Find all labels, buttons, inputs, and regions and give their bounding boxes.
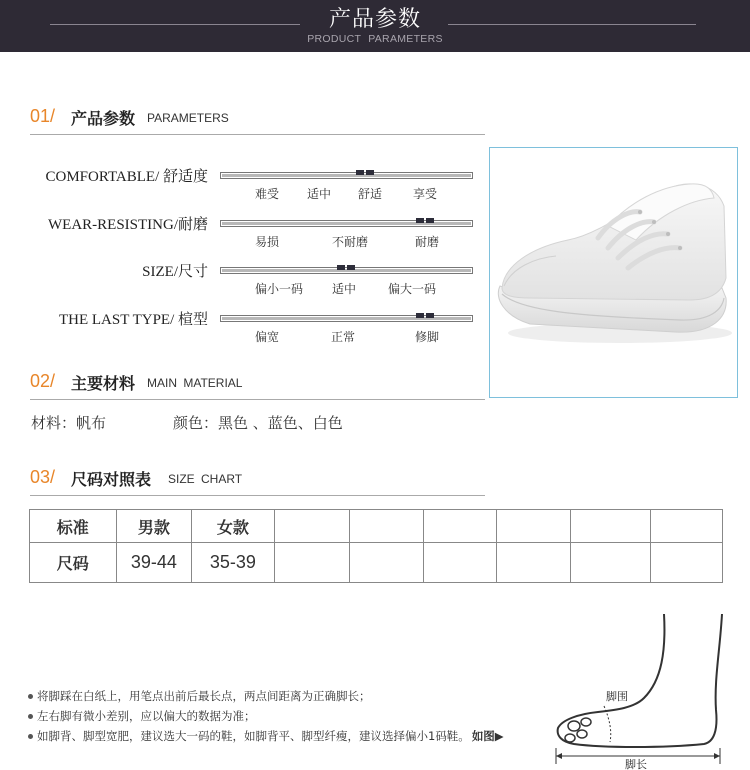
table-header-cell — [423, 510, 496, 543]
param-tick: 适中 — [306, 187, 332, 201]
param-row-comfort — [0, 165, 480, 205]
guide-note-text: 左右脚有微小差别，应以偏大的数据为准； — [37, 709, 256, 723]
section-title-cn: 尺码对照表 — [71, 470, 152, 489]
girth-label: 脚围 — [606, 690, 628, 703]
section-title-en: MAIN MATERIAL — [147, 376, 243, 390]
table-cell — [423, 543, 496, 583]
table-header-cell — [349, 510, 423, 543]
section-rule — [30, 134, 485, 135]
foot-measure-guide — [14, 586, 734, 770]
see-figure-label: 如图▶ — [471, 729, 504, 743]
material-colors: 颜色：黑色 、蓝色、白色 — [173, 414, 343, 432]
size-chart-table — [29, 509, 723, 583]
param-level-marker — [337, 265, 357, 270]
table-header-cell — [651, 510, 723, 543]
param-tick: 偏小一码 — [254, 282, 304, 296]
param-tick: 正常 — [330, 330, 356, 344]
section-title-cn: 主要材料 — [71, 374, 136, 393]
param-label: COMFORTABLE/ 舒适度 — [45, 169, 208, 185]
table-cell: 35-39 — [192, 543, 275, 583]
param-level-marker — [416, 313, 436, 318]
foot-diagram — [544, 610, 734, 770]
param-row-size — [0, 260, 480, 300]
param-row-last-type — [0, 308, 480, 348]
param-track — [220, 172, 473, 179]
param-tick: 修脚 — [414, 330, 440, 344]
table-row-label: 尺码 — [30, 543, 117, 583]
table-header-cell: 女款 — [192, 510, 275, 543]
table-cell — [274, 543, 349, 583]
table-header-cell — [571, 510, 651, 543]
param-tick: 偏宽 — [254, 330, 280, 344]
table-cell: 39-44 — [116, 543, 191, 583]
bullet-icon — [28, 714, 33, 719]
param-tick: 不耐磨 — [331, 235, 369, 249]
section-title-en: SIZE CHART — [168, 472, 243, 486]
guide-note — [28, 728, 504, 744]
guide-note-text: 如脚背、脚型宽肥，建议选大一码的鞋，如脚背平、脚型纤瘦，建议选择偏小1码鞋。 — [37, 729, 470, 743]
white-canvas-shoe-illustration — [490, 148, 737, 397]
table-header-cell: 男款 — [116, 510, 191, 543]
page-subtitle: PRODUCT PARAMETERS — [307, 33, 443, 45]
guide-note — [28, 688, 371, 704]
param-tick: 享受 — [412, 187, 438, 201]
table-header-row — [30, 510, 723, 543]
param-tick: 耐磨 — [414, 235, 440, 249]
length-label: 脚长 — [625, 758, 647, 770]
section-title-en: PARAMETERS — [147, 111, 229, 125]
table-header-cell: 标准 — [30, 510, 117, 543]
param-tick: 易损 — [254, 235, 280, 249]
material-fabric: 材料：帆布 — [31, 414, 107, 432]
param-label: SIZE/尺寸 — [142, 264, 208, 280]
param-level-marker — [416, 218, 436, 223]
guide-note — [28, 708, 256, 724]
table-cell — [571, 543, 651, 583]
param-level-marker — [356, 170, 376, 175]
section-number: 01/ — [30, 106, 56, 126]
page-title: 产品参数 — [328, 7, 421, 32]
param-tick: 舒适 — [357, 187, 383, 201]
param-row-wear — [0, 213, 480, 253]
section-rule — [30, 399, 485, 400]
section-title-cn: 产品参数 — [71, 109, 136, 128]
section-number: 03/ — [30, 467, 56, 487]
guide-note-text: 将脚踩在白纸上，用笔点出前后最长点，两点间距离为正确脚长； — [37, 689, 371, 703]
page-header — [0, 0, 750, 52]
table-row — [30, 543, 723, 583]
table-cell — [497, 543, 571, 583]
param-label: WEAR-RESISTING/耐磨 — [48, 217, 208, 233]
table-header-cell — [274, 510, 349, 543]
bullet-icon — [28, 734, 33, 739]
product-image — [489, 147, 738, 398]
table-cell — [349, 543, 423, 583]
param-tick: 适中 — [331, 282, 357, 296]
param-tick: 偏大一码 — [387, 282, 437, 296]
section-number: 02/ — [30, 371, 56, 391]
bullet-icon — [28, 694, 33, 699]
table-cell — [651, 543, 723, 583]
param-tick: 难受 — [254, 187, 280, 201]
table-header-cell — [497, 510, 571, 543]
section-rule — [30, 495, 485, 496]
param-label: THE LAST TYPE/ 楦型 — [58, 312, 208, 328]
